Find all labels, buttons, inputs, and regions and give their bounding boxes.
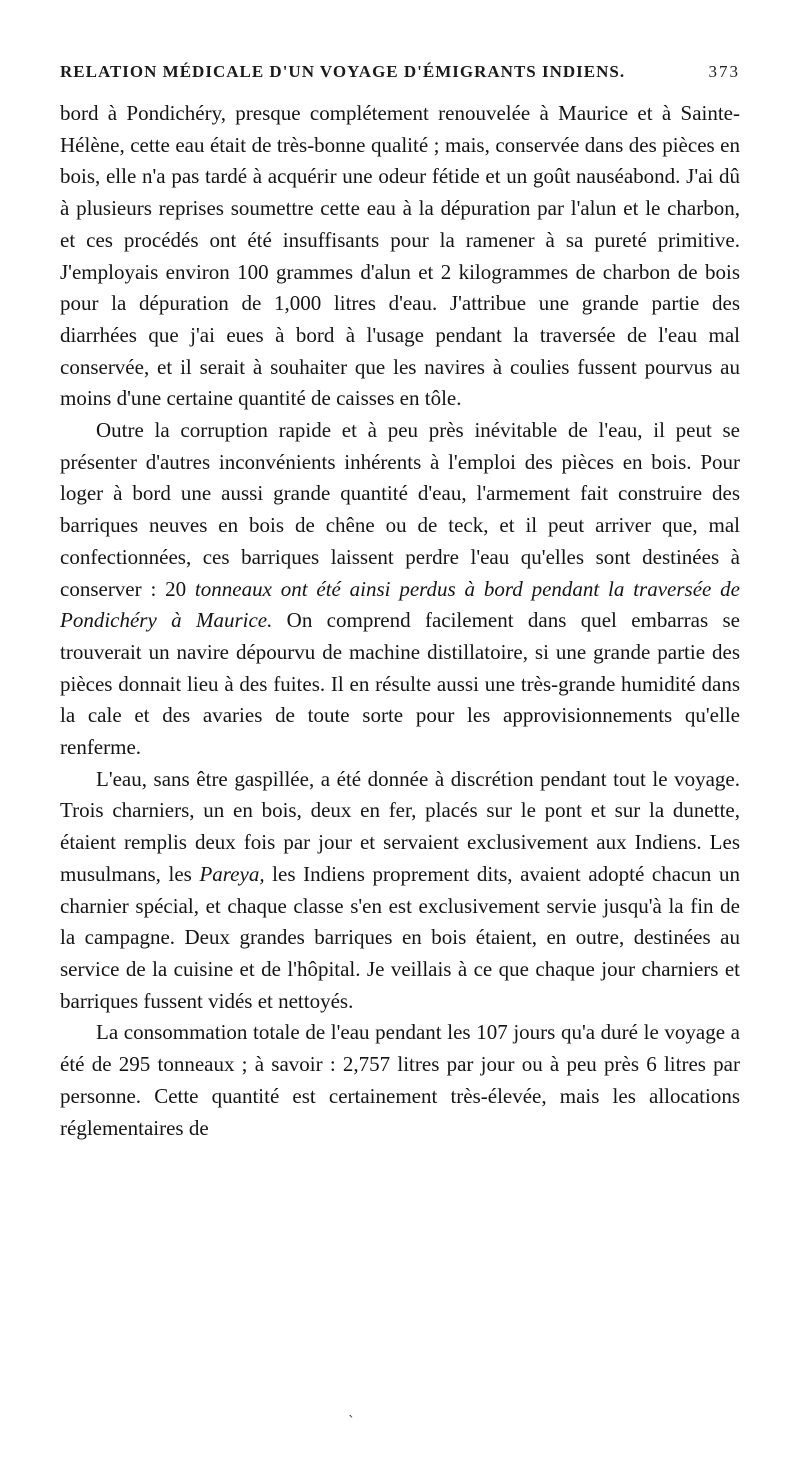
footer-mark: ˎ — [348, 1402, 355, 1418]
paragraph-barriques-text-end: On comprend facilement dans quel embarras se trouverait un navire dépourvu de machine distillatoire, si une grande partie des pièces donnait lieu à des fuites. Il en résulte aussi une très-grande humidité dans la cale et des avaries de toute sorte pour les approvisionnements qu'elle renferme. — [60, 608, 740, 760]
paragraph-continuation: bord à Pondichéry, presque complétement renouvelée à Maurice et à Sainte-Hélène, cette eau était de très-bonne qualité ; mais, conservée dans des pièces en bois, elle n'a pas tardé à acquérir une odeur fétide et un goût nauséabond. J'ai dû à plusieurs reprises soumettre cette eau à la dépuration par l'alun et le charbon, et ces procédés ont été insuffisants pour la ramener à sa pureté primitive. J'employais environ 100 grammes d'alun et 2 kilogrammes de charbon de bois pour la dépuration de 1,000 litres d'eau. J'attribue une grande partie des diarrhées que j'ai eues à bord à l'usage pendant la traversée de l'eau mal conservée, et il serait à souhaiter que les navires à coulies fussent pourvus au moins d'une certaine quantité de caisses en tôle. — [60, 101, 740, 411]
body-text — [60, 98, 740, 1144]
paragraph-consommation: La consommation totale de l'eau pendant les 107 jours qu'a duré le voyage a été de 295 tonneaux ; à savoir : 2,757 litres par jour ou à peu près 6 litres par personne. Cette quantité est certainement très-élevée, mais les allocations réglementaires de — [60, 1020, 740, 1140]
running-head — [60, 62, 740, 82]
paragraph-charniers-italic: Pareya, — [199, 861, 265, 886]
paragraph-barriques — [60, 415, 740, 764]
paragraph-charniers-text-start: L'eau, sans être gaspillée, a été donnée à discrétion pendant tout le voyage. Trois charniers, un en bois, deux en fer, placés sur le pont et sur la dunette, étaient remplis deux fois par jour et servaient exclusivement aux Indiens. Les musulmans, les — [60, 766, 740, 886]
paragraph-charniers — [60, 764, 740, 1018]
running-head-title: RELATION MÉDICALE D'UN VOYAGE D'ÉMIGRANTS INDIENS. — [60, 62, 626, 81]
paragraph-charniers-text-end: les Indiens proprement dits, avaient adopté chacun un charnier spécial, et chaque classe s'en est exclusivement servie jusqu'à la fin de la campagne. Deux grandes barriques en bois étaient, en outre, destinées au service de la cuisine et de l'hôpital. Je veillais à ce que chaque jour charniers et barriques fussent vidés et nettoyés. — [60, 861, 740, 1013]
paragraph-barriques-italic: tonneaux ont été ainsi perdus à bord pendant la traversée de Pondichéry à Maurice. — [60, 576, 740, 633]
page-number: 373 — [708, 62, 740, 81]
paragraph-barriques-text-start: Outre la corruption rapide et à peu près inévitable de l'eau, il peut se présenter d'autres inconvénients inhérents à l'emploi des pièces en bois. Pour loger à bord une aussi grande quantité d'eau, l'armement fait construire des barriques neuves en bois de chêne ou de teck, et il peut arriver que, mal confectionnées, ces barriques laissent perdre l'eau qu'elles sont destinées à conserver : 20 — [60, 418, 740, 601]
